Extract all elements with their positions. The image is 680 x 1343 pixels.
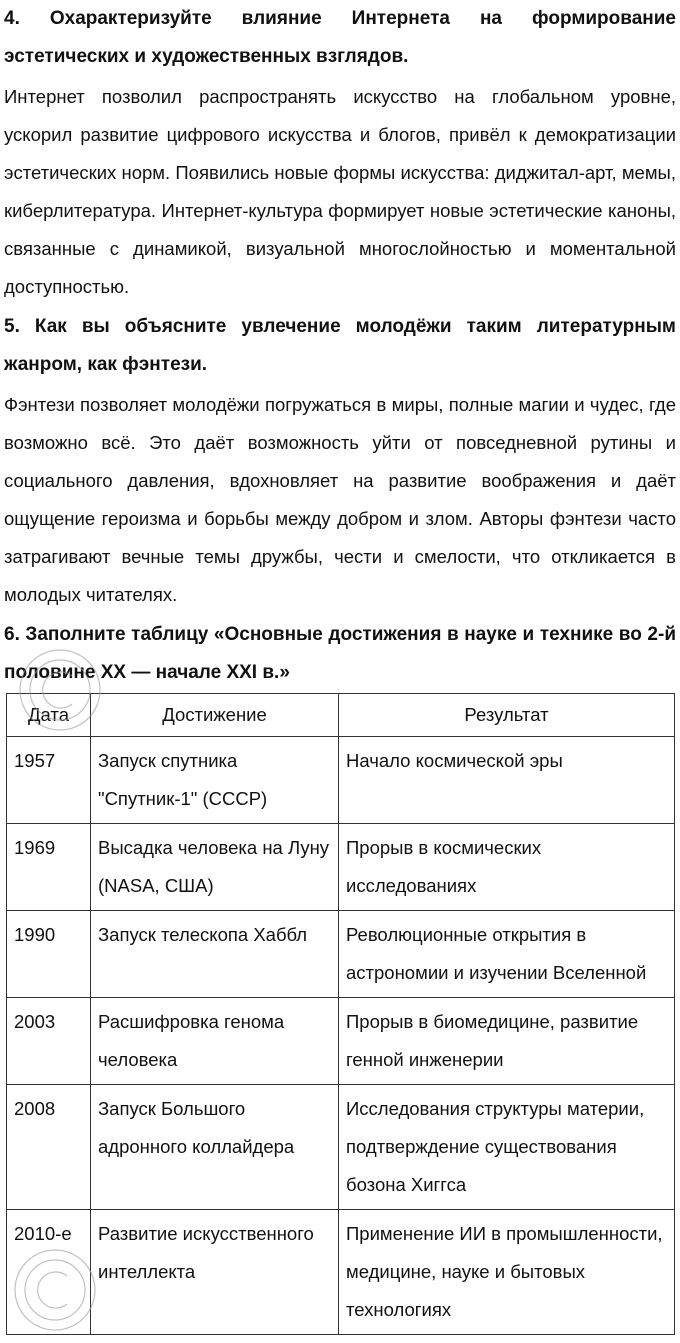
header-date: Дата xyxy=(7,694,91,737)
cell-achievement: Развитие искусственного интеллекта xyxy=(91,1210,339,1335)
question-6-title: 6. Заполните таблицу «Основные достижения в науке и технике во 2-й половине XX — начале XXI в.» xyxy=(4,624,676,683)
question-4-title: 4. Охарактеризуйте влияние Интернета на формирование эстетических и художественных взглядов. xyxy=(4,8,676,67)
cell-date: 2010-е xyxy=(7,1210,91,1335)
cell-date: 1957 xyxy=(7,737,91,824)
header-result: Результат xyxy=(339,694,675,737)
question-4-answer: Интернет позволил распространять искусство на глобальном уровне, ускорил развитие цифрового искусства и блогов, привёл к демократизации эстетических норм. Появились новые формы искусства: диджитал-арт, мемы, киберлитература. Интернет-культура формирует новые эстетические каноны, связанные с динамикой, визуальной многослойностью и моментальной доступностью. xyxy=(4,86,676,297)
cell-date: 2008 xyxy=(7,1085,91,1210)
question-5-title: 5. Как вы объясните увлечение молодёжи таким литературным жанром, как фэнтези. xyxy=(4,316,676,375)
table-row xyxy=(7,1085,675,1210)
table-row xyxy=(7,911,675,998)
table-row xyxy=(7,824,675,911)
header-achievement: Достижение xyxy=(91,694,339,737)
cell-result: Прорыв в биомедицине, развитие генной инженерии xyxy=(339,998,675,1085)
table-row xyxy=(7,737,675,824)
achievements-table xyxy=(6,693,675,1335)
cell-result: Революционные открытия в астрономии и изучении Вселенной xyxy=(339,911,675,998)
cell-date: 1990 xyxy=(7,911,91,998)
cell-achievement: Запуск телескопа Хаббл xyxy=(91,911,339,998)
cell-date: 2003 xyxy=(7,998,91,1085)
question-5-answer: Фэнтези позволяет молодёжи погружаться в миры, полные магии и чудес, где возможно всё. Это даёт возможность уйти от повседневной рутины и социального давления, вдохновляет на развитие воображения и даёт ощущение героизма и борьбы между добром и злом. Авторы фэнтези часто затрагивают вечные темы дружбы, чести и смелости, что откликается в молодых читателях. xyxy=(4,394,676,605)
cell-achievement: Запуск спутника "Спутник-1" (СССР) xyxy=(91,737,339,824)
table-row xyxy=(7,998,675,1085)
cell-result: Начало космической эры xyxy=(339,737,675,824)
table-header-row xyxy=(7,694,675,737)
cell-achievement: Высадка человека на Луну (NASA, США) xyxy=(91,824,339,911)
cell-result: Прорыв в космических исследованиях xyxy=(339,824,675,911)
cell-result: Исследования структуры материи, подтверждение существования бозона Хиггса xyxy=(339,1085,675,1210)
cell-date: 1969 xyxy=(7,824,91,911)
cell-result: Применение ИИ в промышленности, медицине, науке и бытовых технологиях xyxy=(339,1210,675,1335)
document xyxy=(4,0,676,692)
table-row xyxy=(7,1210,675,1335)
cell-achievement: Запуск Большого адронного коллайдера xyxy=(91,1085,339,1210)
cell-achievement: Расшифровка генома человека xyxy=(91,998,339,1085)
